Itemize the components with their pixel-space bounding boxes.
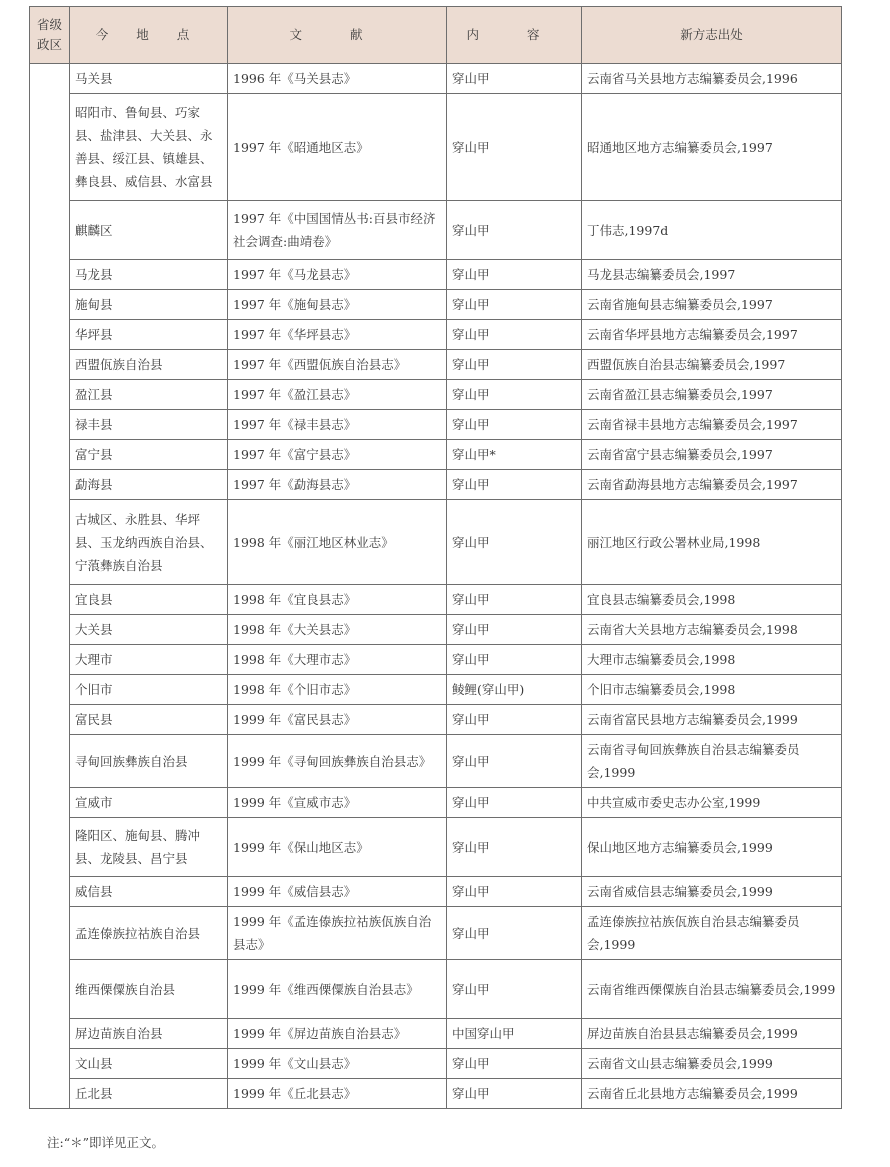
table-row [30,907,842,960]
place-cell: 麒麟区 [70,201,228,260]
source-cell: 云南省马关县地方志编纂委员会,1996 [582,64,842,94]
source-cell: 云南省寻甸回族彝族自治县志编纂委员会,1999 [582,735,842,788]
document-cell: 1998 年《丽江地区林业志》 [228,500,447,585]
place-cell: 宜良县 [70,585,228,615]
table-row [30,94,842,201]
place-cell: 富宁县 [70,440,228,470]
document-cell: 1999 年《富民县志》 [228,705,447,735]
content-cell: 穿山甲 [447,818,582,877]
table-row [30,585,842,615]
header-place: 今 地 点 [70,7,228,64]
place-cell: 马龙县 [70,260,228,290]
source-cell: 云南省富民县地方志编纂委员会,1999 [582,705,842,735]
header-row [30,7,842,64]
document-cell: 1999 年《文山县志》 [228,1049,447,1079]
document-cell: 1999 年《丘北县志》 [228,1079,447,1109]
table-row [30,1049,842,1079]
content-cell: 穿山甲 [447,705,582,735]
table-row [30,201,842,260]
content-cell: 穿山甲 [447,585,582,615]
document-cell: 1998 年《个旧市志》 [228,675,447,705]
document-cell: 1998 年《大关县志》 [228,615,447,645]
document-cell: 1996 年《马关县志》 [228,64,447,94]
document-cell: 1999 年《屏边苗族自治县志》 [228,1019,447,1049]
table-row [30,877,842,907]
content-cell: 穿山甲 [447,64,582,94]
place-cell: 马关县 [70,64,228,94]
header-province-line2: 政区 [36,37,62,52]
place-cell: 禄丰县 [70,410,228,440]
source-cell: 丽江地区行政公署林业局,1998 [582,500,842,585]
table-row [30,290,842,320]
content-cell: 穿山甲* [447,440,582,470]
source-cell: 云南省富宁县志编纂委员会,1997 [582,440,842,470]
document-cell: 1997 年《富宁县志》 [228,440,447,470]
place-cell: 维西傈僳族自治县 [70,960,228,1019]
source-cell: 马龙县志编纂委员会,1997 [582,260,842,290]
content-cell: 穿山甲 [447,350,582,380]
source-cell: 宜良县志编纂委员会,1998 [582,585,842,615]
document-cell: 1999 年《寻甸回族彝族自治县志》 [228,735,447,788]
place-cell: 大关县 [70,615,228,645]
document-page [29,6,841,1109]
document-cell: 1997 年《西盟佤族自治县志》 [228,350,447,380]
place-cell: 丘北县 [70,1079,228,1109]
content-cell: 穿山甲 [447,1049,582,1079]
place-cell: 寻甸回族彝族自治县 [70,735,228,788]
source-cell: 云南省盈江县志编纂委员会,1997 [582,380,842,410]
place-cell: 宣威市 [70,788,228,818]
place-cell: 个旧市 [70,675,228,705]
source-cell: 云南省勐海县地方志编纂委员会,1997 [582,470,842,500]
header-document: 文 献 [228,7,447,64]
document-cell: 1997 年《施甸县志》 [228,290,447,320]
document-cell: 1997 年《昭通地区志》 [228,94,447,201]
source-cell: 孟连傣族拉祜族佤族自治县志编纂委员会,1999 [582,907,842,960]
document-cell: 1998 年《大理市志》 [228,645,447,675]
table-row [30,818,842,877]
document-cell: 1998 年《宜良县志》 [228,585,447,615]
place-cell: 施甸县 [70,290,228,320]
header-province-line1: 省级 [36,17,62,32]
table-row [30,260,842,290]
source-cell: 丁伟志,1997d [582,201,842,260]
place-cell: 威信县 [70,877,228,907]
source-cell: 云南省文山县志编纂委员会,1999 [582,1049,842,1079]
table-row [30,735,842,788]
table-row [30,960,842,1019]
document-cell: 1999 年《维西傈僳族自治县志》 [228,960,447,1019]
table-row [30,410,842,440]
province-cell [30,64,70,1109]
content-cell: 穿山甲 [447,470,582,500]
source-cell: 个旧市志编纂委员会,1998 [582,675,842,705]
table-row [30,440,842,470]
document-cell: 1999 年《宣威市志》 [228,788,447,818]
document-cell: 1997 年《勐海县志》 [228,470,447,500]
table-row [30,320,842,350]
source-cell: 云南省丘北县地方志编纂委员会,1999 [582,1079,842,1109]
content-cell: 穿山甲 [447,788,582,818]
table-row [30,380,842,410]
source-cell: 西盟佤族自治县志编纂委员会,1997 [582,350,842,380]
place-cell: 勐海县 [70,470,228,500]
document-cell: 1997 年《禄丰县志》 [228,410,447,440]
table-row [30,64,842,94]
table-row [30,788,842,818]
source-cell: 云南省华坪县地方志编纂委员会,1997 [582,320,842,350]
source-cell: 昭通地区地方志编纂委员会,1997 [582,94,842,201]
content-cell: 穿山甲 [447,94,582,201]
header-province [30,7,70,64]
source-cell: 云南省施甸县志编纂委员会,1997 [582,290,842,320]
document-cell: 1999 年《孟连傣族拉祜族佤族自治县志》 [228,907,447,960]
content-cell: 穿山甲 [447,260,582,290]
place-cell: 昭阳市、鲁甸县、巧家县、盐津县、大关县、永善县、绥江县、镇雄县、彝良县、威信县、水富县 [70,94,228,201]
place-cell: 屏边苗族自治县 [70,1019,228,1049]
content-cell: 穿山甲 [447,907,582,960]
place-cell: 隆阳区、施甸县、腾冲县、龙陵县、昌宁县 [70,818,228,877]
place-cell: 古城区、永胜县、华坪县、玉龙纳西族自治县、宁蒗彝族自治县 [70,500,228,585]
place-cell: 大理市 [70,645,228,675]
content-cell: 穿山甲 [447,877,582,907]
document-cell: 1997 年《盈江县志》 [228,380,447,410]
source-cell: 大理市志编纂委员会,1998 [582,645,842,675]
document-cell: 1997 年《中国国情丛书:百县市经济社会调查:曲靖卷》 [228,201,447,260]
content-cell: 鲮鲤(穿山甲) [447,675,582,705]
header-source: 新方志出处 [582,7,842,64]
content-cell: 穿山甲 [447,380,582,410]
source-cell: 中共宣威市委史志办公室,1999 [582,788,842,818]
table-row [30,1019,842,1049]
source-cell: 保山地区地方志编纂委员会,1999 [582,818,842,877]
content-cell: 穿山甲 [447,1079,582,1109]
content-cell: 中国穿山甲 [447,1019,582,1049]
document-cell: 1999 年《保山地区志》 [228,818,447,877]
content-cell: 穿山甲 [447,500,582,585]
place-cell: 文山县 [70,1049,228,1079]
source-cell: 云南省大关县地方志编纂委员会,1998 [582,615,842,645]
footnote: 注:“＊”即详见正文。 [47,1135,164,1150]
source-cell: 云南省维西傈僳族自治县志编纂委员会,1999 [582,960,842,1019]
place-cell: 富民县 [70,705,228,735]
table-row [30,350,842,380]
content-cell: 穿山甲 [447,290,582,320]
source-cell: 云南省威信县志编纂委员会,1999 [582,877,842,907]
place-cell: 盈江县 [70,380,228,410]
table-row [30,615,842,645]
gazetteer-table [29,6,842,1109]
content-cell: 穿山甲 [447,960,582,1019]
document-cell: 1999 年《威信县志》 [228,877,447,907]
place-cell: 华坪县 [70,320,228,350]
table-row [30,470,842,500]
document-cell: 1997 年《马龙县志》 [228,260,447,290]
content-cell: 穿山甲 [447,320,582,350]
place-cell: 孟连傣族拉祜族自治县 [70,907,228,960]
content-cell: 穿山甲 [447,410,582,440]
table-row [30,1079,842,1109]
table-row [30,675,842,705]
content-cell: 穿山甲 [447,645,582,675]
content-cell: 穿山甲 [447,615,582,645]
table-row [30,645,842,675]
table-row [30,705,842,735]
source-cell: 屏边苗族自治县县志编纂委员会,1999 [582,1019,842,1049]
header-content: 内 容 [447,7,582,64]
table-body [30,64,842,1109]
content-cell: 穿山甲 [447,735,582,788]
source-cell: 云南省禄丰县地方志编纂委员会,1997 [582,410,842,440]
place-cell: 西盟佤族自治县 [70,350,228,380]
content-cell: 穿山甲 [447,201,582,260]
table-row [30,500,842,585]
document-cell: 1997 年《华坪县志》 [228,320,447,350]
